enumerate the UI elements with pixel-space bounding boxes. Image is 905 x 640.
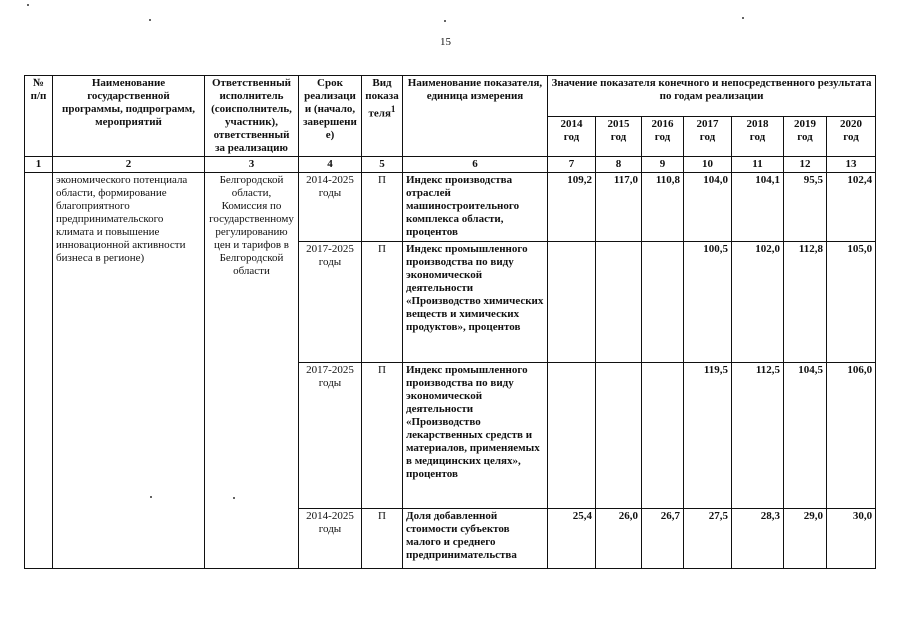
cell-indicator-kind: П — [362, 242, 403, 363]
header-year: 2017 год — [684, 116, 732, 157]
cell-value: 109,2 — [548, 173, 596, 242]
cell-indicator-kind: П — [362, 509, 403, 569]
column-number: 8 — [596, 157, 642, 173]
cell-row-number — [25, 173, 53, 569]
cell-value: 95,5 — [784, 173, 827, 242]
header-period: Срок реализации (начало, завершение) — [299, 76, 362, 157]
cell-value: 26,7 — [642, 509, 684, 569]
header-year: 2018 год — [732, 116, 784, 157]
scan-speck — [444, 20, 446, 22]
cell-value: 102,4 — [827, 173, 876, 242]
page-number: 15 — [440, 36, 451, 48]
header-year: 2019 год — [784, 116, 827, 157]
cell-value: 26,0 — [596, 509, 642, 569]
scan-speck — [150, 496, 152, 498]
cell-value: 117,0 — [596, 173, 642, 242]
cell-value: 30,0 — [827, 509, 876, 569]
column-number: 10 — [684, 157, 732, 173]
cell-value — [596, 363, 642, 509]
cell-value — [642, 242, 684, 363]
cell-value: 25,4 — [548, 509, 596, 569]
cell-value: 106,0 — [827, 363, 876, 509]
scan-speck — [233, 497, 235, 499]
column-numbers-row — [25, 157, 876, 173]
cell-value: 104,0 — [684, 173, 732, 242]
header-program-name: Наименование государственной программы, подпрограмм, мероприятий — [53, 76, 205, 157]
cell-period: 2014-2025 годы — [299, 509, 362, 569]
cell-value: 110,8 — [642, 173, 684, 242]
cell-indicator-kind: П — [362, 173, 403, 242]
cell-value — [596, 242, 642, 363]
cell-value: 100,5 — [684, 242, 732, 363]
column-number: 9 — [642, 157, 684, 173]
cell-responsible: Белгородской области, Комиссия по государственному регулированию цен и тарифов в Белгородской области — [205, 173, 299, 569]
cell-value — [548, 242, 596, 363]
header-values-title: Значение показателя конечного и непосредственного результата по годам реализации — [548, 76, 876, 117]
column-number: 3 — [205, 157, 299, 173]
cell-value: 104,5 — [784, 363, 827, 509]
cell-value: 119,5 — [684, 363, 732, 509]
cell-period: 2017-2025 годы — [299, 363, 362, 509]
header-number: № п/п — [25, 76, 53, 157]
cell-indicator-kind: П — [362, 363, 403, 509]
cell-value: 104,1 — [732, 173, 784, 242]
header-footnote-mark: 1 — [390, 104, 396, 114]
indicator-table — [24, 75, 876, 569]
header-year: 2020 год — [827, 116, 876, 157]
cell-value: 112,8 — [784, 242, 827, 363]
column-number: 4 — [299, 157, 362, 173]
column-number: 12 — [784, 157, 827, 173]
cell-value — [642, 363, 684, 509]
cell-value: 27,5 — [684, 509, 732, 569]
cell-value: 29,0 — [784, 509, 827, 569]
header-year: 2014 год — [548, 116, 596, 157]
header-year: 2015 год — [596, 116, 642, 157]
cell-period: 2014-2025 годы — [299, 173, 362, 242]
header-indicator-kind: Вид показателя$^1$ — [362, 76, 403, 157]
scan-speck — [149, 19, 151, 21]
table-row — [25, 173, 876, 242]
column-number: 7 — [548, 157, 596, 173]
column-number: 1 — [25, 157, 53, 173]
cell-program-name: экономического потенциала области, формирование благоприятного предпринимательского климата и повышение инновационной активности бизнеса в регионе) — [53, 173, 205, 569]
column-number: 2 — [53, 157, 205, 173]
cell-indicator-name: Индекс промышленного производства по виду экономической деятельности «Производство лекарственных средств и материалов, применяемых в медицинских целях», процентов — [403, 363, 548, 509]
cell-value: 105,0 — [827, 242, 876, 363]
cell-indicator-name: Доля добавленной стоимости субъектов малого и среднего предпринимательства — [403, 509, 548, 569]
header-indicator-name: Наименование показателя, единица измерения — [403, 76, 548, 157]
scan-speck — [27, 4, 29, 6]
column-number: 5 — [362, 157, 403, 173]
cell-value: 102,0 — [732, 242, 784, 363]
scan-speck — [742, 17, 744, 19]
column-number: 6 — [403, 157, 548, 173]
cell-value — [548, 363, 596, 509]
cell-period: 2017-2025 годы — [299, 242, 362, 363]
header-responsible: Ответственный исполнитель (соисполнитель, участник), ответственный за реализацию — [205, 76, 299, 157]
column-number: 13 — [827, 157, 876, 173]
cell-indicator-name: Индекс промышленного производства по виду экономической деятельности «Производство химических веществ и химических продуктов», процентов — [403, 242, 548, 363]
cell-value: 112,5 — [732, 363, 784, 509]
header-year: 2016 год — [642, 116, 684, 157]
cell-value: 28,3 — [732, 509, 784, 569]
cell-indicator-name: Индекс производства отраслей машиностроительного комплекса области, процентов — [403, 173, 548, 242]
column-number: 11 — [732, 157, 784, 173]
